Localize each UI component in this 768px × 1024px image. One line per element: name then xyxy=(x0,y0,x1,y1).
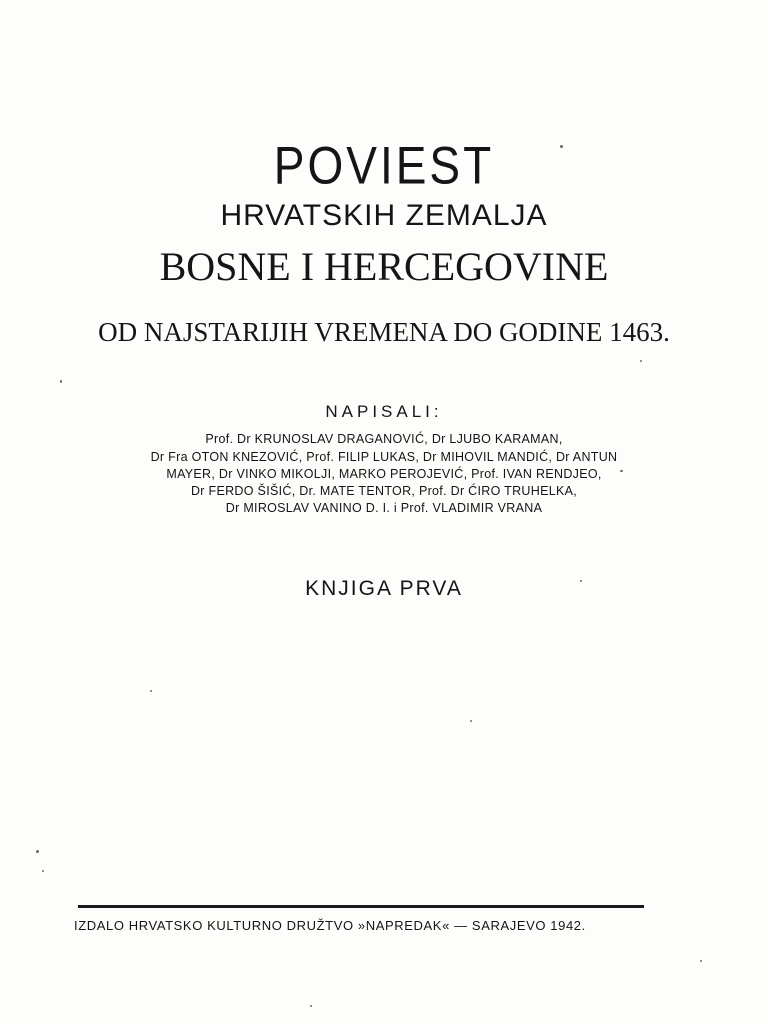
scan-speck xyxy=(310,1005,312,1007)
authors-line: MAYER, Dr VINKO MIKOLJI, MARKO PEROJEVIĆ, Prof. IVAN RENDJEO, xyxy=(166,467,602,481)
scan-speck xyxy=(700,960,702,962)
subtitle-line-3: OD NAJSTARIJIH VREMENA DO GODINE 1463. xyxy=(98,317,670,347)
scan-speck xyxy=(42,870,44,872)
book-title: POVIEST xyxy=(273,135,495,195)
authors-line: Prof. Dr KRUNOSLAV DRAGANOVIĆ, Dr LJUBO KARAMAN, xyxy=(205,432,563,446)
volume-label: KNJIGA PRVA xyxy=(305,577,463,600)
scan-speck xyxy=(150,690,152,692)
scan-speck xyxy=(560,145,563,148)
scan-speck xyxy=(640,360,642,362)
authors-line: Dr Fra OTON KNEZOVIĆ, Prof. FILIP LUKAS, Dr MIHOVIL MANDIĆ, Dr ANTUN xyxy=(150,450,618,464)
subtitle-line-2: BOSNE I HERCEGOVINE xyxy=(159,244,609,289)
subtitle-line-1: HRVATSKIH ZEMALJA xyxy=(220,199,548,232)
authors-heading: NAPISALI: xyxy=(325,402,443,421)
scan-speck xyxy=(60,380,62,383)
scan-speck xyxy=(580,580,582,582)
publisher-rule xyxy=(78,905,644,908)
authors-line: Dr MIROSLAV VANINO D. I. i Prof. VLADIMIR VRANA xyxy=(225,501,543,515)
scan-speck xyxy=(620,470,623,472)
scan-speck xyxy=(470,720,472,722)
publisher-line: IZDALO HRVATSKO KULTURNO DRUŽTVO »NAPREDAK« — SARAJEVO 1942. xyxy=(74,918,586,933)
scan-speck xyxy=(36,850,39,853)
authors-line: Dr FERDO ŠIŠIĆ, Dr. MATE TENTOR, Prof. Dr ĆIRO TRUHELKA, xyxy=(190,484,578,498)
